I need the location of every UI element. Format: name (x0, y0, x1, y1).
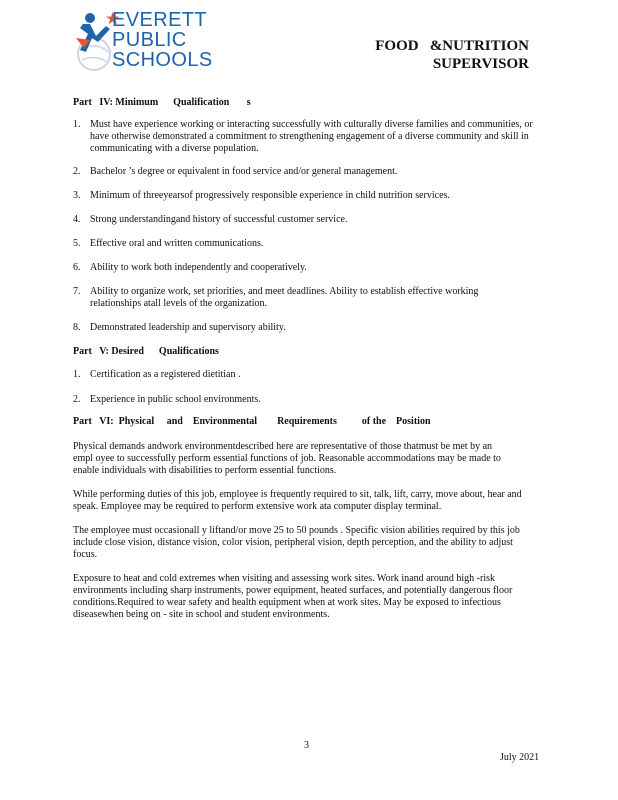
list-item-text: Ability to organize work, set priorities, and meet deadlines. Ability to establish effective working relationships atall levels of the organization. (90, 286, 479, 309)
part-iv-heading: Part IV: Minimum Qualification s (73, 97, 251, 108)
list-item-number: 5. (73, 238, 81, 249)
list-item (73, 166, 545, 178)
list-item-text: Effective oral and written communications. (90, 238, 264, 249)
logo-line-2: PUBLIC (112, 29, 187, 51)
list-item-text: Certification as a registered dietitian . (90, 369, 241, 380)
part-v-heading: Part V: Desired Qualifications (73, 346, 219, 357)
list-item (73, 262, 545, 274)
list-item-number: 4. (73, 214, 81, 225)
job-title (375, 37, 529, 73)
list-item (73, 286, 545, 310)
list-item-text: Ability to work both independently and cooperatively. (90, 262, 307, 273)
paragraph: While performing duties of this job, employee is frequently required to sit, talk, lift, carry, move about, hear and speak. Employee may be required to perform extensive work ata computer display terminal. (73, 489, 522, 512)
logo-line-3: SCHOOLS (112, 49, 213, 71)
list-item (73, 369, 545, 381)
list-item (73, 394, 545, 406)
list-item-number: 2. (73, 166, 81, 177)
list-item (73, 119, 545, 155)
list-item-number: 1. (73, 119, 81, 130)
part-iv-list (73, 119, 545, 334)
list-item (73, 190, 545, 202)
paragraph: Exposure to heat and cold extremes when visiting and assessing work sites. Work inand around high -risk environments including sharp instruments, power equipment, heated surfaces, and potentially dangerous floor conditions.Required to wear safety and health equipment when at work sites. May be exposed to infectious diseasewhen being on - site in school and student environments. (73, 573, 513, 620)
list-item-text: Bachelor ’s degree or equivalent in food service and/or general management. (90, 166, 398, 177)
document-date: July 2021 (500, 752, 540, 763)
list-item-text: Experience in public school environments. (90, 394, 261, 405)
list-item (73, 322, 545, 334)
list-item-number: 6. (73, 262, 81, 273)
list-item-number: 2. (73, 394, 81, 405)
part-vi-heading: Part VI: Physical and Environmental Requirements of the Position (73, 416, 431, 427)
job-title-line-1: FOOD &NUTRITION (375, 38, 529, 54)
page-number: 3 (304, 740, 309, 751)
list-item-number: 7. (73, 286, 81, 297)
document-body (73, 97, 545, 621)
list-item-text: Demonstrated leadership and supervisory ability. (90, 322, 286, 333)
paragraph: The employee must occasionall y liftand/or move 25 to 50 pounds . Specific vision abilities required by this job include close vision, distance vision, color vision, peripheral vision, depth perception, and the ability to adjust focus. (73, 525, 520, 560)
paragraph: Physical demands andwork environmentdescribed here are representative of those thatmust be met by an empl oyee to successfully perform essential functions of job. Reasonable accommodations may be made to enable individuals with disabilities to perform essential functions. (73, 441, 501, 476)
list-item-text: Strong understandingand history of successful customer service. (90, 214, 348, 225)
list-item-number: 8. (73, 322, 81, 333)
list-item (73, 238, 545, 250)
list-item-text: Must have experience working or interacting successfully with culturally diverse families and communities, or have otherwise demonstrated a commitment to strengthening engagement of a diverse community and skill in communicating with a diverse population. (90, 119, 533, 154)
school-logo (74, 10, 244, 80)
list-item-number: 3. (73, 190, 81, 201)
part-v-list (73, 369, 545, 406)
list-item (73, 214, 545, 226)
list-item-text: Minimum of threeyearsof progressively responsible experience in child nutrition services. (90, 190, 450, 201)
logo-line-1: EVERETT (112, 9, 208, 31)
job-title-line-2: SUPERVISOR (432, 56, 529, 72)
list-item-number: 1. (73, 369, 81, 380)
